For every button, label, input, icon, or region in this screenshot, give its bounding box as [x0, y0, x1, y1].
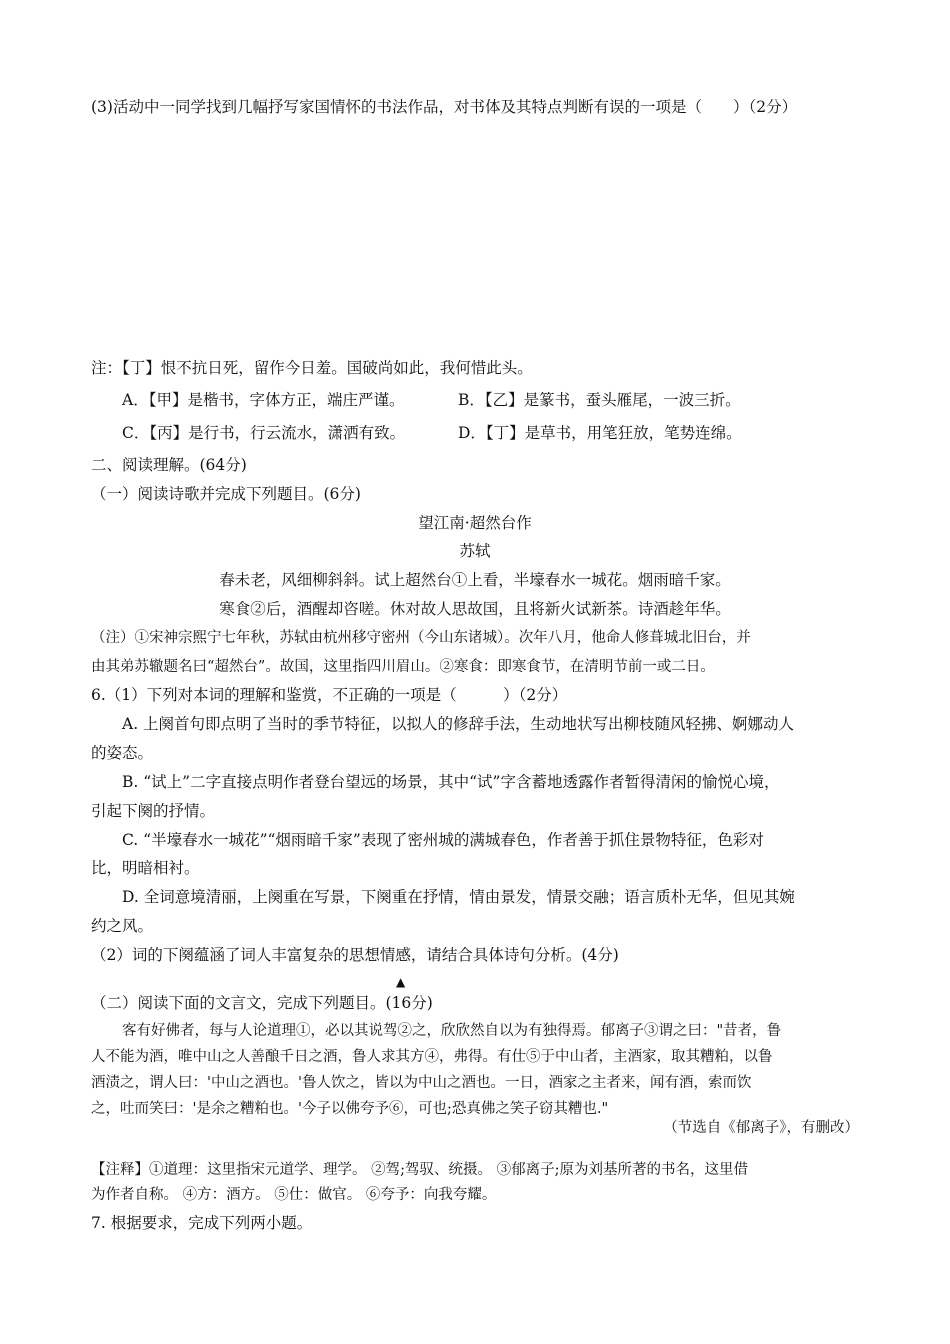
poem-note-1: （注）①宋神宗熙宁七年秋，苏轼由杭州移守密州（今山东诸城）。次年八月，他命人修葺城北旧台，并: [91, 630, 751, 646]
part-2-title: （二）阅读下面的文言文，完成下列题目。(16分): [91, 994, 433, 1012]
question-7-stem: 7. 根据要求，完成下列两小题。: [91, 1214, 313, 1232]
question-6-stem: 6.（1）下列对本词的理解和鉴赏，不正确的一项是（ ）（2分）: [91, 686, 568, 704]
text-source: （节选自《郁离子》，有删改）: [663, 1120, 859, 1136]
poem-author: 苏轼: [459, 542, 491, 560]
q6-option-d-line-1: D. 全词意境清丽，上阕重在写景，下阕重在抒情，情由景发，情景交融；语言质朴无华，但见其婉: [122, 888, 795, 906]
calligraphy-images-area: [91, 125, 861, 350]
q6-option-a-line-1: A. 上阕首句即点明了当时的季节特征，以拟人的修辞手法，生动地状写出柳枝随风轻拂、婀娜动人: [122, 715, 795, 733]
question-3-note: 注：【丁】恨不抗日死，留作今日羞。国破尚如此，我何惜此头。: [91, 359, 533, 377]
q6-option-c-line-1: C. “半壕春水一城花”“烟雨暗千家”表现了密州城的满城春色，作者善于抓住景物特征，色彩对: [122, 831, 764, 849]
option-b: B．【乙】是篆书，蚕头雁尾，一波三折。: [458, 391, 741, 409]
poem-line-1: 春未老，风细柳斜斜。试上超然台①上看，半壕春水一城花。烟雨暗千家。: [219, 571, 731, 589]
q6-option-c-line-2: 比，明暗相衬。: [91, 859, 200, 877]
option-c: C．【丙】是行书，行云流水，潇洒有致。: [122, 424, 406, 442]
poem-title: 望江南·超然台作: [418, 514, 532, 532]
classical-text-line-2: 人不能为酒，唯中山之人善酿千日之酒，鲁人求其方④，弗得。有仕⑤于中山者，主酒家，取其糟粕，以鲁: [91, 1049, 773, 1065]
part-1-title: （一）阅读诗歌并完成下列题目。(6分): [91, 485, 361, 503]
classical-text-line-1: 客有好佛者，每与人论道理①，必以其说驾②之，欣欣然自以为有独得焉。郁离子③谓之曰："昔者，鲁: [122, 1023, 782, 1039]
annotation-line-1: 【注释】①道理：这里指宋元道学、理学。 ②驾;驾驭、统摄。 ③郁离子;原为刘基所著的书名，这里借: [91, 1162, 748, 1178]
poem-line-2: 寒食②后，酒醒却咨嗟。休对故人思故国，且将新火试新茶。诗酒趁年华。: [219, 600, 731, 618]
section-2-title: 二、阅读理解。(64分): [91, 456, 247, 474]
classical-text-line-3: 酒渍之，谓人曰：'中山之酒也。'鲁人饮之，皆以为中山之酒也。一日，酒家之主者来，闻有酒，索而饮: [91, 1075, 752, 1091]
option-d: D．【丁】是草书，用笔狂放，笔势连绵。: [458, 424, 742, 442]
poem-note-2: 由其弟苏辙题名曰“超然台”。故国，这里指四川眉山。②寒食：即寒食节，在清明节前一或二日。: [91, 659, 715, 675]
classical-text-line-4: 之，吐而笑曰：'是余之糟粕也。'今子以佛夸予⑥，可也;恐真佛之笑子窃其糟也.": [91, 1101, 609, 1117]
question-6-part-2: （2）词的下阕蕴涵了词人丰富复杂的思想情感，请结合具体诗句分析。(4分): [91, 946, 619, 964]
q6-option-a-line-2: 的姿态。: [91, 744, 154, 762]
q6-option-b-line-1: B. “试上”二字直接点明作者登台望远的场景，其中“试”字含蓄地透露作者暂得清闲的愉悦心境，: [122, 773, 780, 791]
answer-marker-triangle: ▲: [396, 975, 406, 989]
question-3-stem: (3)活动中一同学找到几幅抒写家国情怀的书法作品，对书体及其特点判断有误的一项是（ ）（2分）: [91, 98, 798, 116]
annotation-line-2: 为作者自称。 ④方：酒方。 ⑤仕：做官。 ⑥夸予：向我夸耀。: [91, 1187, 497, 1203]
option-a: A．【甲】是楷书，字体方正，端庄严谨。: [122, 391, 405, 409]
q6-option-b-line-2: 引起下阕的抒情。: [91, 802, 216, 820]
q6-option-d-line-2: 约之风。: [91, 917, 154, 935]
